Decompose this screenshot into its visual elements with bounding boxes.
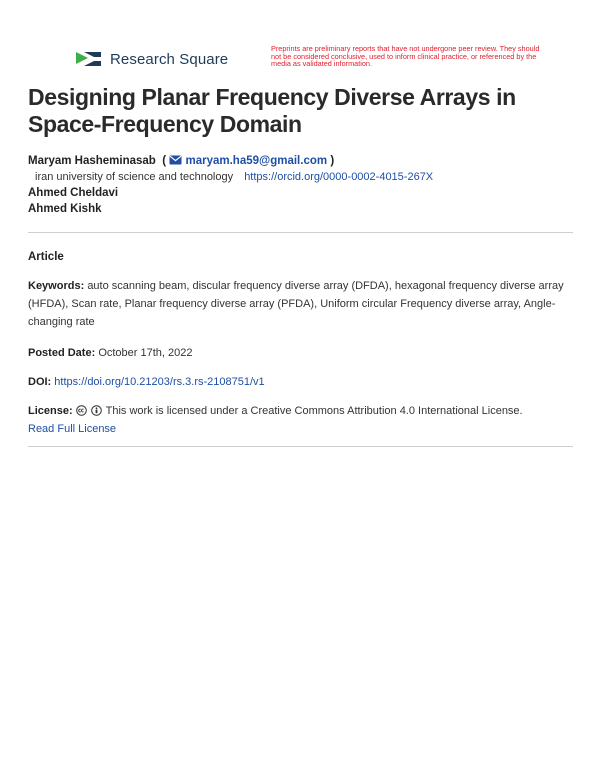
author-email-link[interactable]: maryam.ha59@gmail.com bbox=[185, 155, 328, 167]
doi-link[interactable]: https://doi.org/10.21203/rs.3.rs-2108751/v1 bbox=[54, 376, 265, 388]
attribution-icon bbox=[91, 405, 102, 416]
author-affiliation: iran university of science and technology bbox=[35, 171, 234, 183]
author-entry: Maryam Hasheminasab ( maryam.ha59@gmail.com ) bbox=[28, 155, 335, 167]
brand-name-accent: Square bbox=[179, 50, 229, 68]
divider bbox=[28, 446, 573, 447]
author-name: Maryam Hasheminasab bbox=[28, 155, 156, 167]
license-block bbox=[28, 402, 573, 438]
read-full-license-link[interactable]: Read Full License bbox=[28, 423, 117, 435]
page-header bbox=[74, 45, 544, 77]
author-affiliation-line bbox=[28, 169, 573, 185]
research-square-logo-icon bbox=[74, 49, 104, 69]
article-type: Article bbox=[28, 251, 64, 263]
doi-label: DOI: bbox=[28, 376, 52, 388]
author-entry bbox=[28, 201, 573, 217]
license-label: License: bbox=[28, 405, 73, 417]
posted-date-block bbox=[28, 344, 573, 362]
author-entry bbox=[28, 185, 573, 201]
mail-icon bbox=[169, 155, 182, 165]
keywords-label: Keywords: bbox=[28, 280, 85, 292]
license-text: This work is licensed under a Creative Commons Attribution 4.0 International License. bbox=[105, 405, 523, 417]
preprint-notice: Preprints are preliminary reports that have not undergone peer review. They should not be considered conclusive, used to inform clinical practice, or referenced by the media as validated information. bbox=[271, 44, 540, 69]
author-list bbox=[28, 153, 573, 217]
keywords-text: auto scanning beam, discular frequency diverse array (DFDA), hexagonal frequency diverse array (HFDA), Scan rate, Planar frequency diverse array (PFDA), Uniform circular Frequency diverse array, Angle-changing rate bbox=[28, 280, 564, 328]
orcid-link[interactable]: https://orcid.org/0000-0002-4015-267X bbox=[244, 171, 434, 183]
posted-date: October 17th, 2022 bbox=[98, 347, 193, 359]
research-square-logo[interactable] bbox=[74, 49, 228, 69]
brand-name: Research bbox=[110, 50, 175, 68]
divider bbox=[28, 232, 573, 233]
paper-title: Designing Planar Frequency Diverse Arrays in Space-Frequency Domain bbox=[28, 84, 516, 137]
author-name: Ahmed Cheldavi bbox=[28, 187, 119, 199]
author-name: Ahmed Kishk bbox=[28, 203, 102, 215]
posted-date-label: Posted Date: bbox=[28, 347, 96, 359]
doi-block bbox=[28, 373, 573, 391]
creative-commons-icon bbox=[76, 405, 87, 416]
keywords-block bbox=[28, 277, 573, 331]
